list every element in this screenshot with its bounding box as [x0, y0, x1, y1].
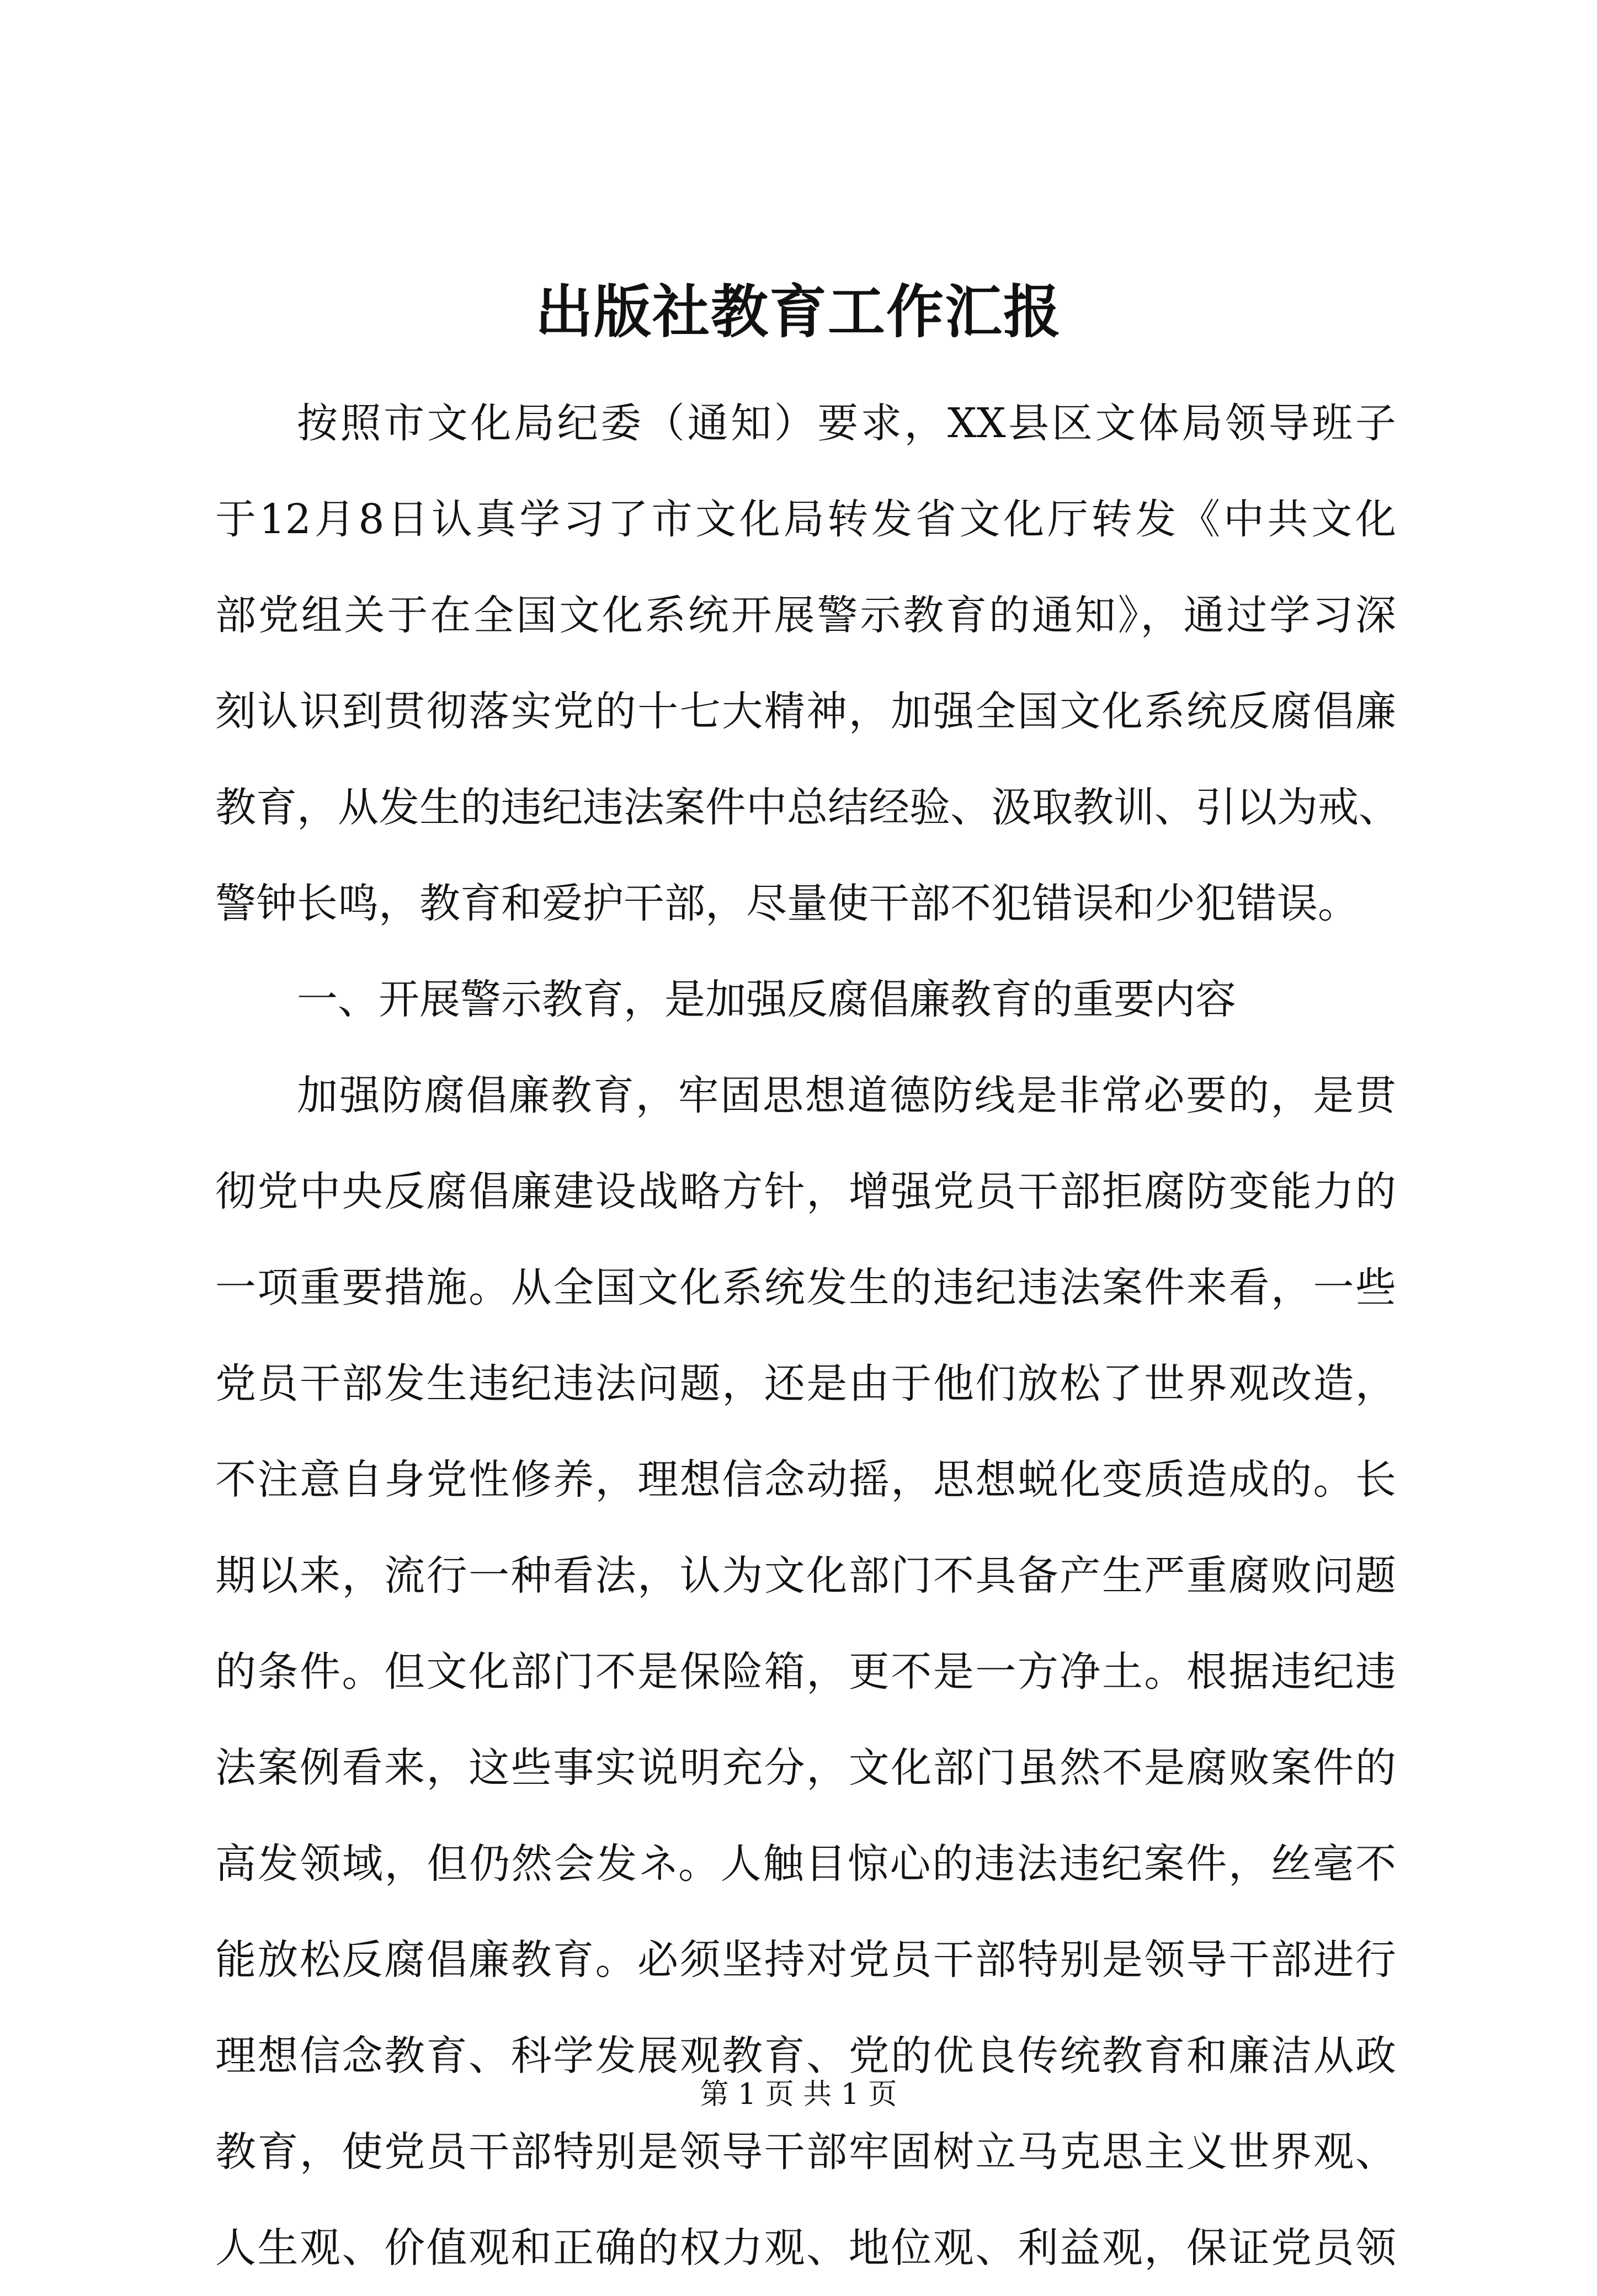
paragraph-line: 警钟长鸣，教育和爱护干部，尽量使干部不犯错误和少犯错误。 [215, 880, 1359, 927]
document-body [215, 375, 1399, 2296]
section-heading: 一、开展警示教育，是加强反腐倡廉教育的重要内容 [297, 976, 1236, 1023]
paragraph-line: 能放松反腐倡廉教育。必须坚持对党员干部特别是领导干部进行 [215, 1936, 1396, 1984]
paragraph-line: 教育，从发生的违纪违法案件中总结经验、汲取教训、引以为戒、 [215, 784, 1399, 831]
paragraph-line: 期以来，流行一种看法，认为文化部门不具备产生严重腐败问题 [215, 1552, 1396, 1599]
paragraph-line: 刻认识到贯彻落实党的十七大精神，加强全国文化系统反腐倡廉 [215, 688, 1396, 735]
paragraph-line: 理想信念教育、科学发展观教育、党的优良传统教育和廉洁从政 [215, 2032, 1396, 2080]
paragraph-line: 党员干部发生违纪违法问题，还是由于他们放松了世界观改造， [215, 1360, 1396, 1407]
paragraph-line: 于12月8日认真学习了市文化局转发省文化厅转发《中共文化 [215, 496, 1396, 543]
paragraph-line: 高发领域，但仍然会发ネ。人触目惊心的违法违纪案件，丝毫不 [215, 1840, 1396, 1888]
paragraph-line: 部党组关于在全国文化系统开展警示教育的通知》，通过学习深 [215, 592, 1396, 639]
paragraph-line: 彻党中央反腐倡廉建设战略方针，增强党员干部拒腐防变能力的 [215, 1168, 1396, 1215]
page-number-footer: 第 1 页 共 1 页 [700, 2078, 897, 2111]
paragraph-line: 的条件。但文化部门不是保险箱，更不是一方净土。根据违纪违 [215, 1648, 1396, 1696]
document-title: 出版社教育工作汇报 [535, 278, 1062, 346]
paragraph-line: 一项重要措施。从全国文化系统发生的违纪违法案件来看，一些 [215, 1264, 1396, 1311]
paragraph-line: 加强防腐倡廉教育，牢固思想道德防线是非常必要的，是贯 [297, 1072, 1396, 1119]
paragraph-line: 法案例看来，这些事实说明充分，文化部门虽然不是腐败案件的 [215, 1744, 1396, 1792]
paragraph-line: 按照市文化局纪委（通知）要求，XX县区文体局领导班子 [297, 400, 1396, 447]
paragraph-line: 人生观、价值观和正确的权力观、地位观、利益观，保证党员领 [215, 2224, 1396, 2272]
paragraph-line: 教育，使党员干部特别是领导干部牢固树立马克思主义世界观、 [215, 2128, 1396, 2176]
paragraph-line: 不注意自身党性修养，理想信念动摇，思想蜕化变质造成的。长 [215, 1456, 1396, 1503]
